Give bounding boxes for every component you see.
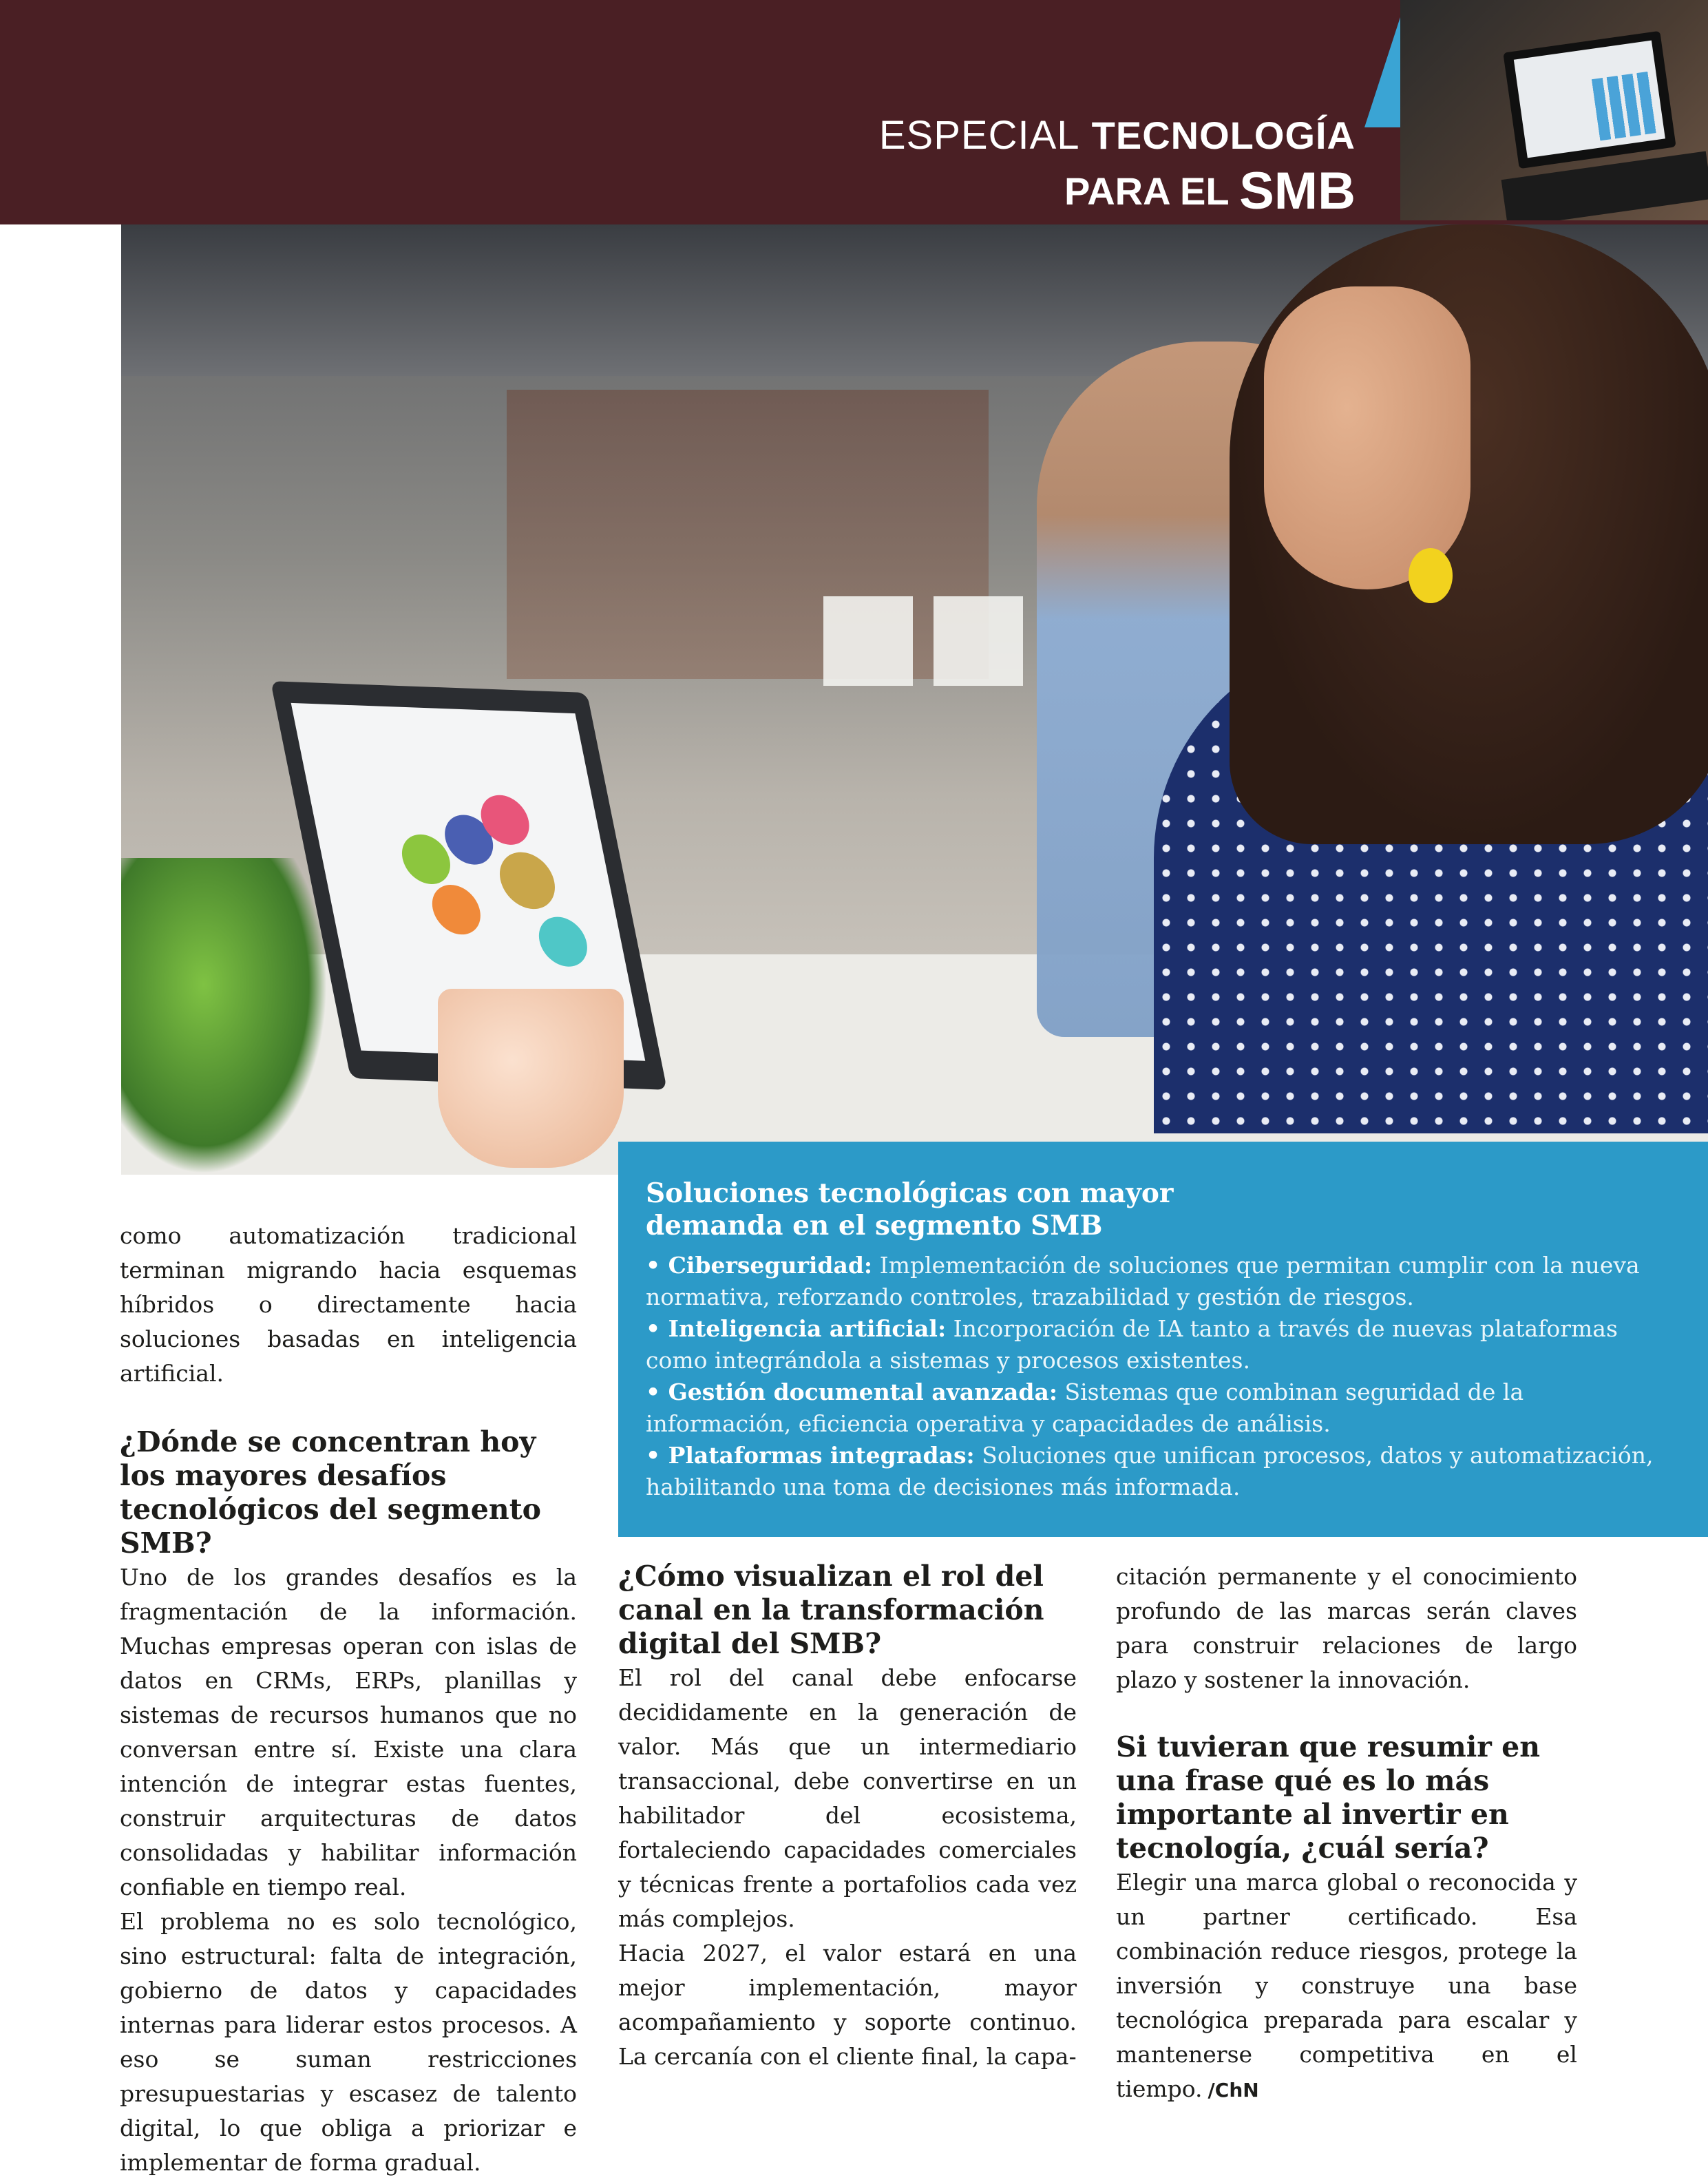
article-column-2 bbox=[618, 1560, 1077, 2074]
photo-earring bbox=[1409, 548, 1453, 603]
paragraph-intro: como automatización tradicional terminan migrando hacia esquemas híbridos o directamente hacia soluciones basadas en inteligencia artificial. bbox=[120, 1222, 577, 1387]
question-heading-channel: ¿Cómo visualizan el rol del canal en la transformación digital del SMB? bbox=[618, 1560, 1044, 1660]
screen-bubble bbox=[495, 851, 560, 910]
solutions-box-title: Soluciones tecnológicas con mayor demanda en el segmento SMB bbox=[646, 1177, 1174, 1241]
photo-mug bbox=[438, 989, 624, 1168]
solution-label: • Ciberseguridad: bbox=[646, 1252, 873, 1279]
hero-photo-office bbox=[121, 224, 1708, 1175]
solution-label: • Inteligencia artificial: bbox=[646, 1315, 947, 1342]
photo-woman-face bbox=[1264, 286, 1470, 589]
header-para-el: PARA EL bbox=[1064, 169, 1229, 213]
paragraph: Uno de los grandes desafíos es la fragmentación de la información. Muchas empresas operan con islas de datos en CRMs, ERPs, planillas y sistemas de recursos humanos que no conversan entre sí. Existe una clara intención de integrar estas fuentes, construir arquitecturas de datos consolidadas y habilitar información confiable en tiempo real. bbox=[120, 1564, 577, 1900]
section-header-title bbox=[878, 113, 1356, 220]
closing-text: Elegir una marca global o reconocida y un partner certificado. Esa combinación reduce riesgos, protege la inversión y construye una base tecnológica preparada para escalar y mantenerse competitiva en el tiempo. bbox=[1116, 1869, 1577, 2102]
solution-item bbox=[646, 1440, 1665, 1503]
paragraph: citación permanente y el conocimiento profundo de las marcas serán claves para construir relaciones de largo plazo y sostener la innovación. bbox=[1116, 1563, 1577, 1693]
article-column-1 bbox=[120, 1219, 577, 2180]
solution-text: Incorporación de IA tanto a través de nuevas plataformas como integrándola a sistemas y procesos existentes. bbox=[646, 1315, 1618, 1374]
solution-text: Implementación de soluciones que permitan cumplir con la nueva normativa, reforzando controles, trazabilidad y gestión de riesgos. bbox=[646, 1252, 1640, 1310]
solutions-box bbox=[618, 1142, 1708, 1537]
question-heading-summary: Si tuvieran que resumir en una frase qué es lo más importante al invertir en tecnología, ¿cuál sería? bbox=[1116, 1730, 1541, 1865]
solution-item bbox=[646, 1313, 1665, 1376]
photo-brick-wall bbox=[507, 390, 989, 679]
screen-bubble bbox=[428, 884, 485, 936]
screen-bubble bbox=[534, 916, 591, 967]
pos-screen bbox=[1503, 31, 1676, 169]
solution-item bbox=[646, 1250, 1665, 1313]
solution-label: • Plataformas integradas: bbox=[646, 1442, 975, 1469]
author-signature: /ChN bbox=[1208, 2079, 1259, 2102]
header-especial: ESPECIAL bbox=[878, 113, 1080, 158]
photo-window bbox=[823, 596, 913, 686]
pos-keypad bbox=[1592, 71, 1659, 140]
solution-item bbox=[646, 1376, 1665, 1440]
paragraph: El rol del canal debe enfocarse decididamente en la generación de valor. Más que un intermediario transaccional, debe convertirse en un habilitador del ecosistema, fortaleciendo capacidades comerciales y técnicas frente a portafolios cada vez más complejos. bbox=[618, 1664, 1077, 1932]
photo-window bbox=[934, 596, 1023, 686]
photo-plant bbox=[121, 858, 328, 1175]
question-heading-challenges: ¿Dónde se concentran hoy los mayores desafíos tecnológicos del segmento SMB? bbox=[120, 1425, 541, 1560]
header-smb: SMB bbox=[1239, 162, 1356, 220]
solution-text: Soluciones que unifican procesos, datos y automatización, habilitando una toma de decisiones más informada. bbox=[646, 1442, 1654, 1500]
paragraph-closing bbox=[1116, 1865, 1577, 2108]
solution-label: • Gestión documental avanzada: bbox=[646, 1379, 1058, 1405]
header-pos-terminal-photo bbox=[1400, 0, 1708, 220]
header-tecnologia: TECNOLOGÍA bbox=[1091, 114, 1356, 157]
article-column-3 bbox=[1116, 1560, 1577, 2108]
solution-text: Sistemas que combinan seguridad de la información, eficiencia operativa y capacidades de análisis. bbox=[646, 1379, 1524, 1437]
solutions-list bbox=[646, 1250, 1665, 1503]
paragraph: El problema no es solo tecnológico, sino estructural: falta de integración, gobierno de datos y capacidades internas para liderar estos procesos. A eso se suman restricciones presupuestarias y escasez de talento digital, lo que obliga a priorizar e implementar de forma gradual. bbox=[120, 1908, 577, 2176]
paragraph: Hacia 2027, el valor estará en una mejor implementación, mayor acompañamiento y soporte continuo. La cercanía con el cliente final, la capa- bbox=[618, 1940, 1077, 2070]
